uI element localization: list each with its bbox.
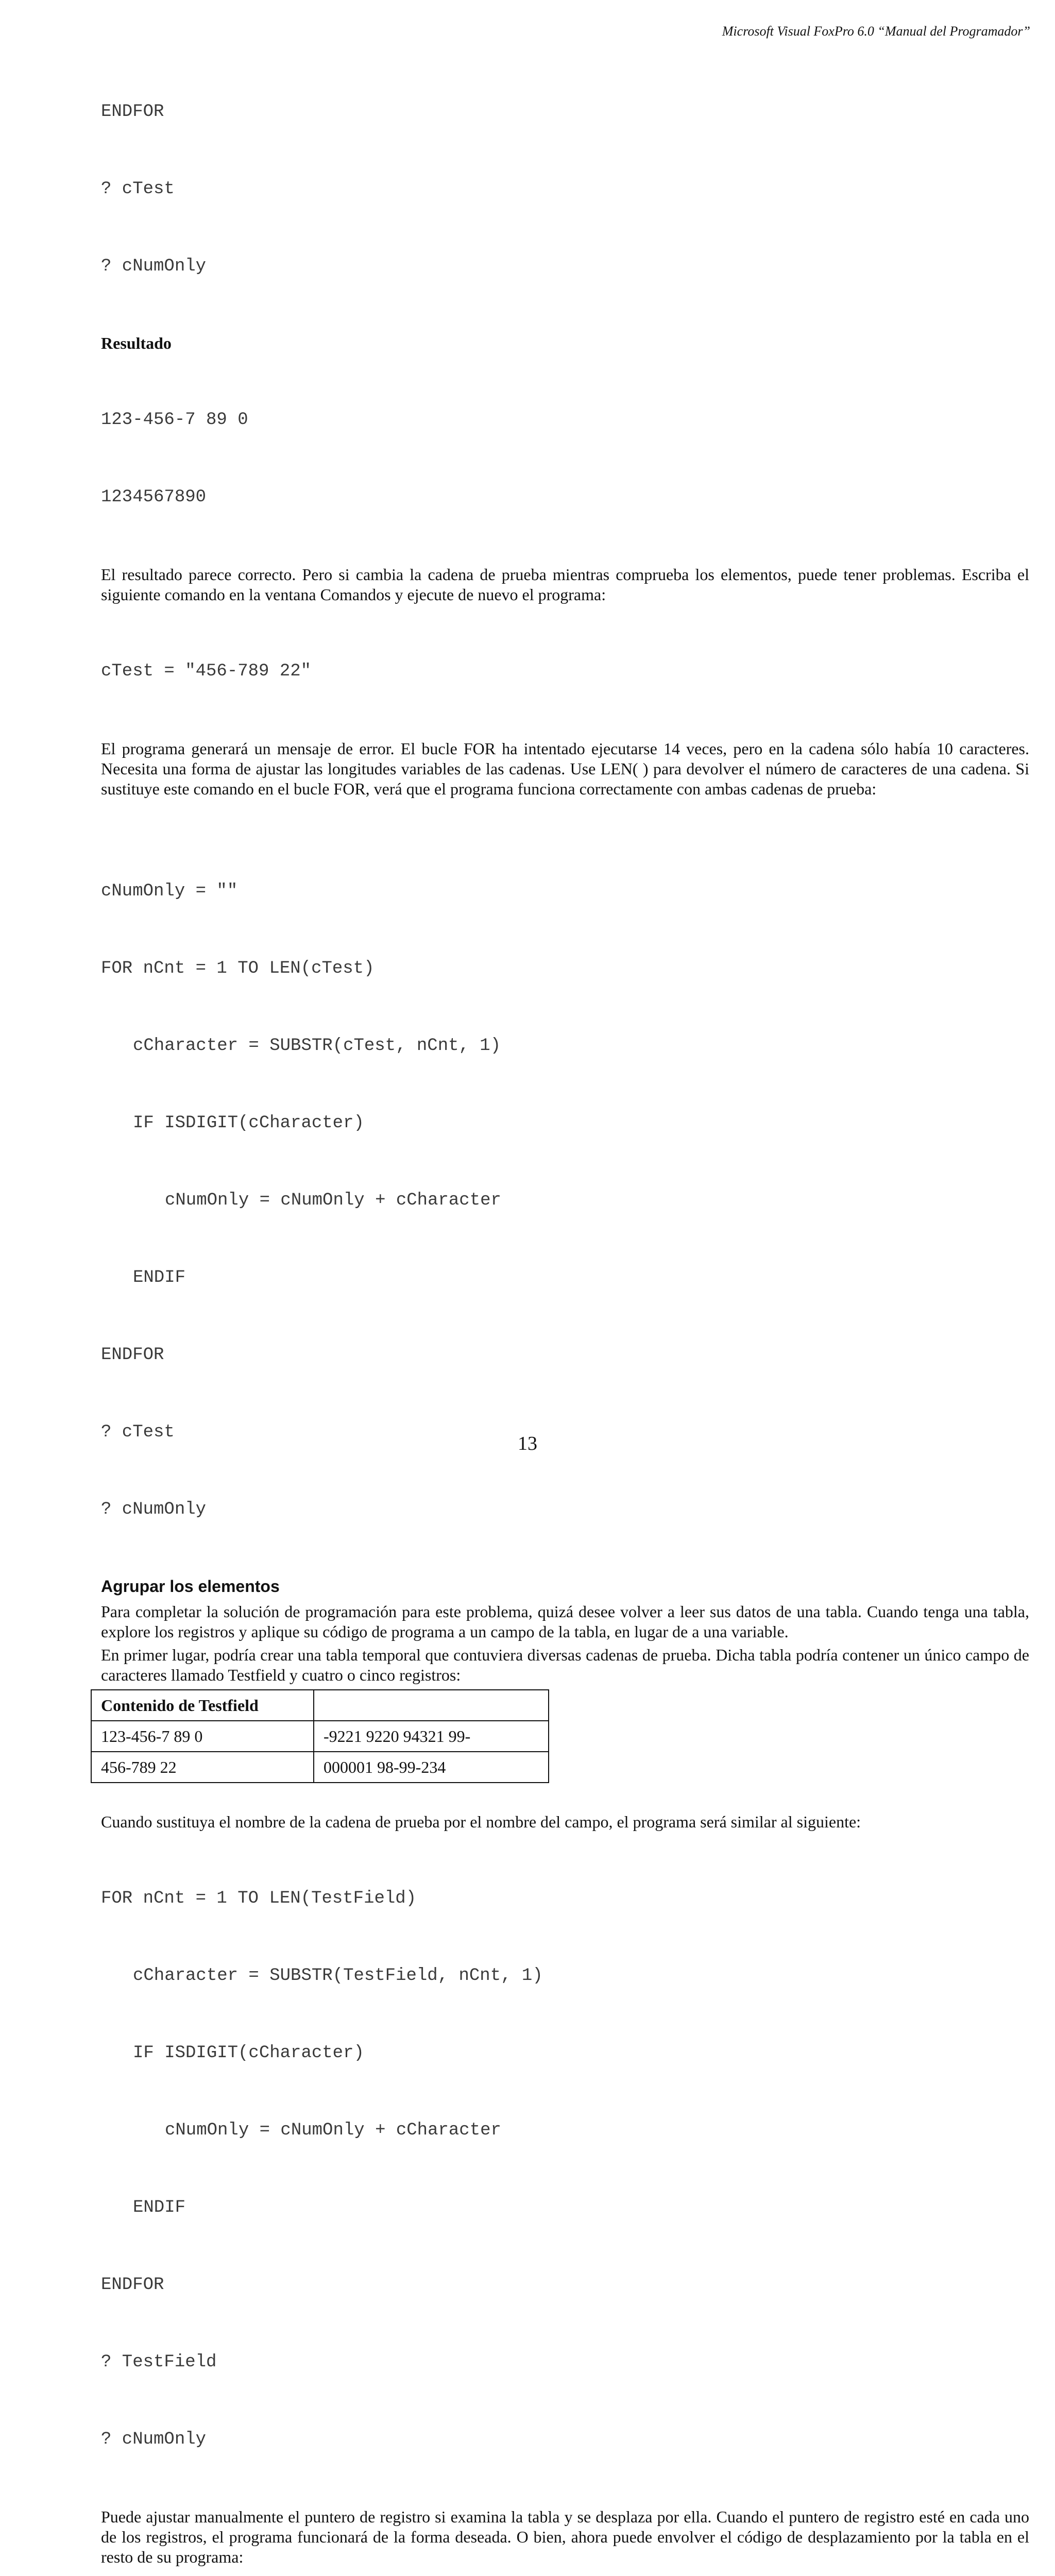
code-line: IF ISDIGIT(cCharacter) <box>133 1113 364 1133</box>
code-line: ENDIF <box>133 2198 186 2217</box>
table-row <box>91 1752 549 1783</box>
code-line: cNumOnly = cNumOnly + cCharacter <box>165 2121 501 2140</box>
code-block-2 <box>101 827 1029 1574</box>
command-line <box>101 607 1029 736</box>
section-title: Agrupar los elementos <box>101 1577 280 1596</box>
code-line: IF ISDIGIT(cCharacter) <box>133 2043 364 2063</box>
code-line: ? cTest <box>101 1422 175 1442</box>
paragraph: Para completar la solución de programación para este problema, quizá desee volver a leer sus datos de una tabla. Cuando tenga una tabla, explore los registros y aplique su código de programa a un campo de la tabla, en lugar de a una variable. <box>101 1602 1029 1641</box>
code-line: ? cNumOnly <box>101 1500 207 1519</box>
page-number: 13 <box>518 1433 537 1454</box>
table-header-cell: Contenido de Testfield <box>91 1690 314 1721</box>
code-line: FOR nCnt = 1 TO LEN(TestField) <box>101 1889 417 1908</box>
paragraph: Cuando sustituya el nombre de la cadena de prueba por el nombre del campo, el programa será similar al siguiente: <box>101 1812 861 1831</box>
code-line: cCharacter = SUBSTR(cTest, nCnt, 1) <box>133 1036 501 1056</box>
table-header-row <box>91 1690 549 1721</box>
paragraph: En primer lugar, podría crear una tabla temporal que contuviera diversas cadenas de prueba. Dicha tabla podría contener un único campo de caracteres llamado Testfield y cuatro o cinco registros: <box>101 1646 1029 1684</box>
running-header: Microsoft Visual FoxPro 6.0 “Manual del Programador” <box>722 24 1030 39</box>
code-line: FOR nCnt = 1 TO LEN(cTest) <box>101 959 375 978</box>
table-cell: 456-789 22 <box>91 1752 314 1783</box>
code-line: ? cTest <box>101 179 175 199</box>
code-block-1 <box>101 47 1029 331</box>
code-line: ? cNumOnly <box>101 2430 207 2449</box>
table-row <box>91 1721 549 1752</box>
table-cell: 000001 98-99-234 <box>314 1752 549 1783</box>
paragraph: El programa generará un mensaje de error. El bucle FOR ha intentado ejecutarse 14 veces, pero en la cadena sólo había 10 caracteres. Necesita una forma de ajustar las longitudes variables de las cadenas. Use LEN( ) para devolver el número de caracteres de una cadena. Si sustituye este comando en el bucle FOR, verá que el programa funciona correctamente con ambas cadenas de prueba: <box>101 739 1029 798</box>
code-line: cNumOnly = cNumOnly + cCharacter <box>165 1191 501 1210</box>
table-cell: -9221 9220 94321 99- <box>314 1721 549 1752</box>
table-cell: 123-456-7 89 0 <box>91 1721 314 1752</box>
code-line: ENDFOR <box>101 102 164 122</box>
page-content <box>101 47 1029 2576</box>
code-line: cCharacter = SUBSTR(TestField, nCnt, 1) <box>133 1966 543 1986</box>
result-label: Resultado <box>101 334 172 352</box>
code-block-3 <box>101 1834 1029 2504</box>
code-block-4 <box>101 2569 1029 2576</box>
code-line: cNumOnly = "" <box>101 882 238 901</box>
code-line: ? TestField <box>101 2352 217 2372</box>
paragraph: El resultado parece correcto. Pero si cambia la cadena de prueba mientras comprueba los elementos, puede tener problemas. Escriba el siguiente comando en la ventana Comandos y ejecute de nuevo el programa: <box>101 565 1029 604</box>
table-header-cell <box>314 1690 549 1721</box>
testfield-table <box>91 1689 549 1783</box>
code-line: cTest = "456-789 22" <box>101 662 312 681</box>
paragraph: Puede ajustar manualmente el puntero de registro si examina la tabla y se desplaza por ella. Cuando el puntero de registro esté en cada uno de los registros, el programa funcionará de la forma deseada. O bien, ahora puede envolver el código de desplazamiento por la tabla en el resto de su programa: <box>101 2507 1029 2566</box>
code-line: ENDIF <box>133 1268 186 1287</box>
result-output <box>101 355 1029 562</box>
code-line: ENDFOR <box>101 2275 164 2295</box>
result-line: 1234567890 <box>101 487 207 507</box>
code-line: ENDFOR <box>101 1345 164 1365</box>
result-line: 123-456-7 89 0 <box>101 410 248 430</box>
code-line: ? cNumOnly <box>101 257 207 276</box>
